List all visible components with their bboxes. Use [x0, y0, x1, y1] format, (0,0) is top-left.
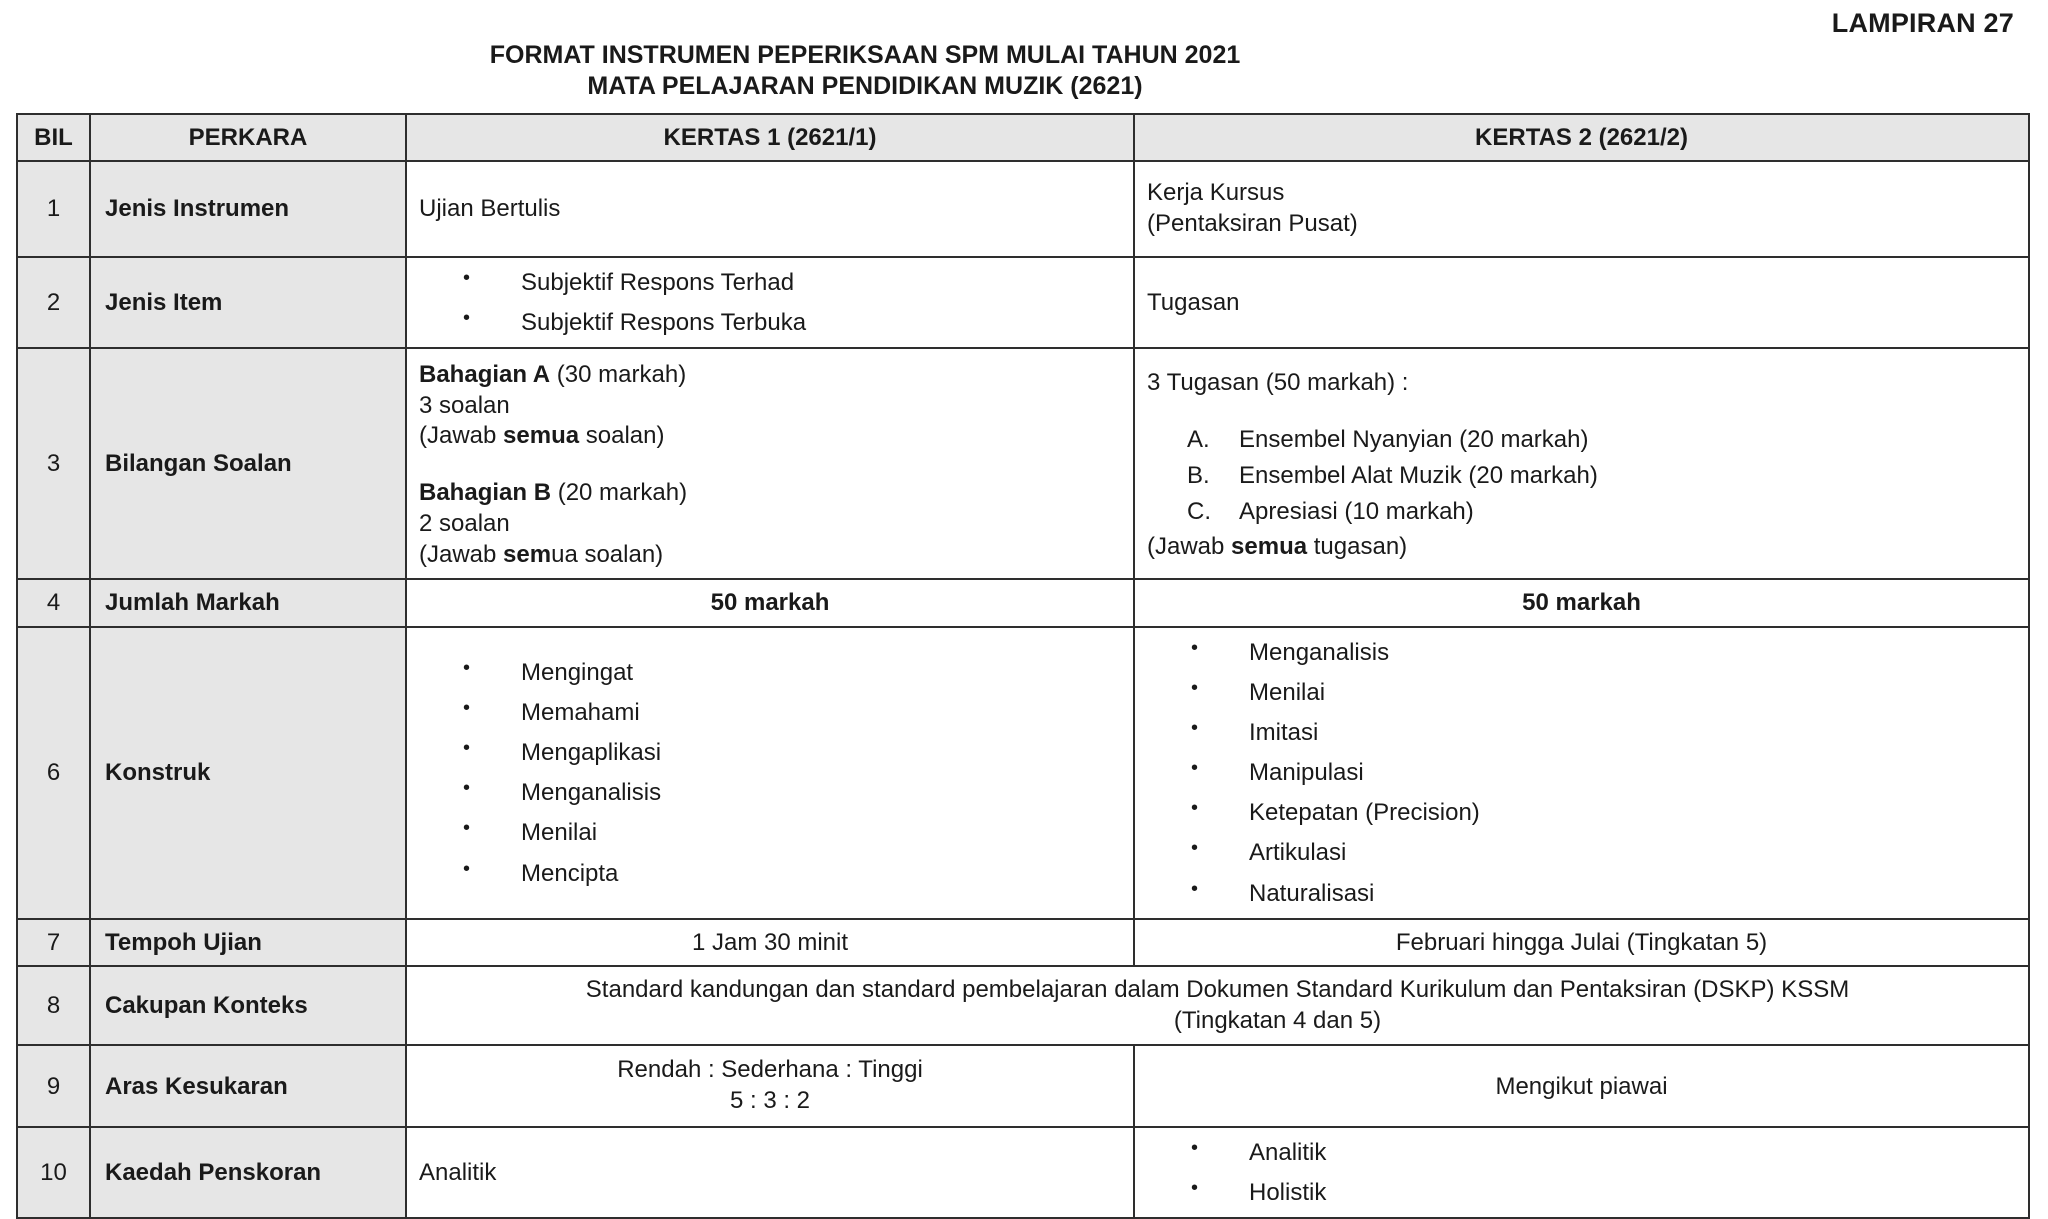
list-item: Ensembel Nyanyian (20 markah) — [1239, 426, 1589, 454]
column-header-kertas-1 — [406, 114, 1134, 161]
row-number-7 — [17, 919, 90, 966]
column-header-perkara-label: PERKARA — [188, 124, 308, 151]
cell-k2-jenis-instrumen-text — [1135, 162, 2028, 255]
row-number-10 — [17, 1127, 90, 1218]
cell-k1-jenis-item — [406, 257, 1134, 348]
cell-k1-jumlah-markah-value: 50 markah — [710, 589, 830, 617]
row-label-aras-kesukaran — [90, 1045, 406, 1126]
table-row-bilangan-soalan — [17, 348, 2029, 579]
list-item: • Mengaplikasi — [463, 737, 1121, 768]
row-label-bilangan-soalan — [90, 348, 406, 579]
bahagian-a-note-post: soalan) — [579, 422, 665, 450]
bahagian-b-note-post: ua soalan) — [551, 540, 664, 568]
row-number-6 — [17, 627, 90, 919]
kerja-kursus-line: Kerja Kursus — [1147, 179, 1285, 207]
row-label-tempoh-ujian-text: Tempoh Ujian — [105, 928, 262, 956]
list-item: • Artikulasi — [1191, 837, 2016, 868]
table-row-aras-kesukaran — [17, 1045, 2029, 1126]
row-label-kaedah-penskoran — [90, 1127, 406, 1218]
cell-k2-kaedah-penskoran-list — [1135, 1128, 2028, 1217]
kaedah-penskoran-bullet-list — [1147, 1137, 2016, 1208]
aras-ratio-labels: Rendah : Sederhana : Tinggi — [617, 1056, 923, 1084]
cell-k1-jenis-instrumen-text: Ujian Bertulis — [419, 195, 561, 223]
cell-k2-aras-kesukaran-value: Mengikut piawai — [1495, 1072, 1668, 1100]
bahagian-a-label: Bahagian A — [419, 361, 551, 388]
row-label-aras-kesukaran-text: Aras Kesukaran — [105, 1072, 288, 1100]
list-item: • Menganalisis — [463, 777, 1121, 808]
paragraph-spacer — [419, 452, 1121, 478]
list-item: • Menilai — [463, 817, 1121, 848]
page-title-line-2: MATA PELAJARAN PENDIDIKAN MUZIK (2621) — [587, 71, 1143, 100]
cakupan-konteks-line-2: (Tingkatan 4 dan 5) — [1173, 1006, 1382, 1034]
tugasan-note-pre: (Jawab — [1147, 533, 1232, 561]
row-number-2-value: 2 — [46, 288, 61, 316]
row-number-9-value: 9 — [46, 1072, 61, 1100]
cell-k2-aras-kesukaran — [1134, 1045, 2029, 1126]
table-row-cakupan-konteks — [17, 966, 2029, 1045]
row-number-8 — [17, 966, 90, 1045]
cell-k1-jenis-item-list — [407, 258, 1133, 347]
page-title — [0, 40, 1730, 101]
row-number-3-value: 3 — [46, 450, 61, 478]
aras-ratio-values: 5 : 3 : 2 — [729, 1087, 811, 1115]
bahagian-b-note-emph: sem — [503, 540, 552, 568]
bahagian-a-note — [419, 421, 1121, 452]
pentaksiran-pusat-line: (Pentaksiran Pusat) — [1147, 209, 1358, 237]
cell-span-cakupan-konteks-content — [407, 967, 2028, 1044]
cell-k2-tempoh-ujian — [1134, 919, 2029, 966]
column-header-bil — [17, 114, 90, 161]
cell-k1-aras-kesukaran-content — [407, 1046, 1133, 1125]
bahagian-b-marks: (20 markah) — [551, 479, 688, 507]
column-header-bil-label: BIL — [34, 124, 73, 151]
list-item: • Menganalisis — [1191, 637, 2016, 668]
cell-k1-konstruk-list — [407, 648, 1133, 898]
row-label-jumlah-markah — [90, 579, 406, 626]
cell-k2-jenis-instrumen — [1134, 161, 2029, 256]
row-number-1-value: 1 — [46, 195, 61, 223]
list-item: • Manipulasi — [1191, 757, 2016, 788]
cakupan-konteks-line-1: Standard kandungan dan standard pembelajaran dalam Dokumen Standard Kurikulum dan Pentaksiran (DSKP) KSSM — [585, 976, 1850, 1003]
bahagian-b-label: Bahagian B — [419, 479, 552, 507]
konstruk-k2-bullet-list — [1147, 637, 2016, 909]
row-label-konstruk — [90, 627, 406, 919]
table-row-jumlah-markah — [17, 579, 2029, 626]
list-item: • Naturalisasi — [1191, 878, 2016, 909]
list-item: • Subjektif Respons Terhad — [463, 267, 1121, 298]
row-number-3 — [17, 348, 90, 579]
row-label-jumlah-markah-text: Jumlah Markah — [105, 589, 280, 617]
row-label-jenis-instrumen-text: Jenis Instrumen — [105, 195, 290, 223]
cell-k1-bilangan-soalan — [406, 348, 1134, 579]
row-number-8-value: 8 — [46, 992, 61, 1020]
tugasan-note-post: tugasan) — [1307, 533, 1408, 561]
table-row-konstruk — [17, 627, 2029, 919]
row-label-jenis-instrumen — [90, 161, 406, 256]
table-header-row — [17, 114, 2029, 161]
bahagian-a-heading — [419, 360, 1121, 391]
row-number-6-value: 6 — [46, 759, 61, 787]
cell-k1-jumlah-markah — [406, 579, 1134, 626]
row-number-1 — [17, 161, 90, 256]
list-item: Ensembel Alat Muzik (20 markah) — [1239, 461, 1598, 489]
column-header-perkara — [90, 114, 406, 161]
column-header-kertas-2-label: KERTAS 2 (2621/2) — [1475, 124, 1688, 151]
row-number-4 — [17, 579, 90, 626]
konstruk-k1-bullet-list — [419, 657, 1121, 889]
bahagian-a-note-pre: (Jawab — [419, 422, 504, 450]
table-row-kaedah-penskoran — [17, 1127, 2029, 1218]
row-label-cakupan-konteks-text: Cakupan Konteks — [105, 992, 308, 1020]
list-item: • Menilai — [1191, 677, 2016, 708]
bahagian-b-note — [419, 540, 1121, 571]
cell-k2-jenis-item — [1134, 257, 2029, 348]
list-item: • Subjektif Respons Terbuka — [463, 307, 1121, 338]
bahagian-b-heading — [419, 478, 1121, 509]
cell-k2-kaedah-penskoran — [1134, 1127, 2029, 1218]
jenis-item-bullet-list — [419, 267, 1121, 338]
cell-k2-jumlah-markah-value: 50 markah — [1522, 589, 1641, 617]
bahagian-a-count: 3 soalan — [419, 391, 510, 419]
cell-k2-jumlah-markah — [1134, 579, 2029, 626]
list-item: • Mengingat — [463, 657, 1121, 688]
tugasan-lettered-list — [1147, 425, 2016, 527]
row-label-bilangan-soalan-text: Bilangan Soalan — [105, 450, 292, 478]
row-label-cakupan-konteks — [90, 966, 406, 1045]
row-label-kaedah-penskoran-text: Kaedah Penskoran — [105, 1158, 322, 1186]
cell-k1-tempoh-ujian — [406, 919, 1134, 966]
row-number-10-value: 10 — [40, 1158, 67, 1186]
tugasan-note-emph: semua — [1231, 533, 1308, 561]
bahagian-b-count: 2 soalan — [419, 509, 510, 537]
list-item: • Imitasi — [1191, 717, 2016, 748]
table-row-jenis-item — [17, 257, 2029, 348]
tugasan-heading: 3 Tugasan (50 markah) : — [1147, 369, 1409, 397]
table-row-tempoh-ujian — [17, 919, 2029, 966]
list-item: • Ketepatan (Precision) — [1191, 797, 2016, 828]
exam-format-table — [16, 113, 2030, 1219]
cell-k1-bilangan-soalan-content — [407, 349, 1133, 578]
cell-k2-bilangan-soalan — [1134, 348, 2029, 579]
row-number-7-value: 7 — [46, 928, 61, 956]
list-item: Apresiasi (10 markah) — [1239, 497, 1474, 525]
cell-k1-jenis-instrumen — [406, 161, 1134, 256]
list-item: • Analitik — [1191, 1137, 2016, 1168]
appendix-label: LAMPIRAN 27 — [1831, 8, 2014, 38]
page-title-line-1: FORMAT INSTRUMEN PEPERIKSAAN SPM MULAI TAHUN 2021 — [489, 41, 1241, 69]
cell-k1-konstruk — [406, 627, 1134, 919]
bahagian-b-note-pre: (Jawab — [419, 540, 504, 568]
format-table-wrapper — [16, 113, 2028, 1219]
paragraph-spacer — [1147, 399, 2016, 425]
cell-k2-konstruk-list — [1135, 628, 2028, 918]
list-item: • Mencipta — [463, 858, 1121, 889]
row-label-jenis-item-text: Jenis Item — [105, 288, 223, 316]
cell-k1-aras-kesukaran — [406, 1045, 1134, 1126]
cell-k2-konstruk — [1134, 627, 2029, 919]
row-label-jenis-item — [90, 257, 406, 348]
tugasan-note — [1147, 532, 2016, 563]
table-row-jenis-instrumen — [17, 161, 2029, 256]
cell-k2-tempoh-ujian-value: Februari hingga Julai (Tingkatan 5) — [1395, 928, 1768, 956]
row-number-2 — [17, 257, 90, 348]
row-label-tempoh-ujian — [90, 919, 406, 966]
row-label-konstruk-text: Konstruk — [105, 759, 211, 787]
list-item: • Memahami — [463, 697, 1121, 728]
row-number-9 — [17, 1045, 90, 1126]
cell-span-cakupan-konteks — [406, 966, 2029, 1045]
row-number-4-value: 4 — [46, 589, 61, 617]
list-item: • Holistik — [1191, 1177, 2016, 1208]
cell-k1-tempoh-ujian-value: 1 Jam 30 minit — [691, 928, 849, 956]
bahagian-a-note-emph: semua — [503, 422, 580, 450]
cell-k1-kaedah-penskoran — [406, 1127, 1134, 1218]
cell-k2-jenis-item-text: Tugasan — [1147, 288, 1240, 316]
column-header-kertas-2 — [1134, 114, 2029, 161]
column-header-kertas-1-label: KERTAS 1 (2621/1) — [663, 124, 877, 151]
cell-k2-bilangan-soalan-content — [1135, 357, 2028, 570]
bahagian-a-marks: (30 markah) — [550, 361, 687, 388]
cell-k1-kaedah-penskoran-value: Analitik — [419, 1158, 497, 1186]
